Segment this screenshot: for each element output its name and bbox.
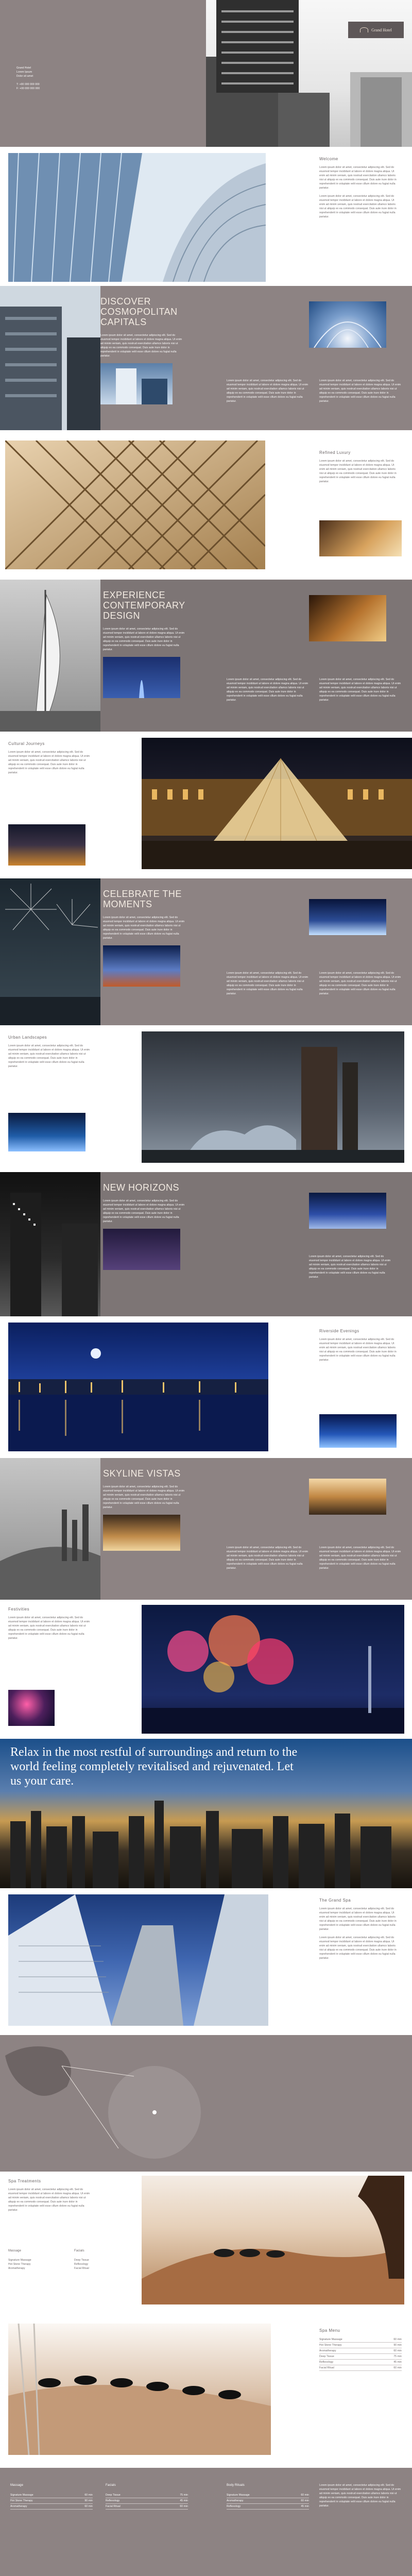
fireworks-photo bbox=[0, 878, 100, 1025]
section7-text bbox=[8, 1036, 91, 1069]
section11-heading: Festivities bbox=[8, 1607, 30, 1612]
section15-heading: Spa Treatments bbox=[8, 2179, 41, 2183]
menu-row: Aromatherapy 60 min bbox=[319, 2348, 402, 2354]
treatment-item: Hot Stone Therapy bbox=[8, 2263, 31, 2266]
detail-row: Signature Massage 60 min bbox=[10, 2493, 93, 2498]
details-col-1 bbox=[10, 2483, 93, 2510]
section2-title: DISCOVER COSMOPOLITAN CAPITALS bbox=[100, 296, 178, 327]
address-line: Dolor sit amet bbox=[16, 75, 33, 78]
section-skyline bbox=[0, 1458, 412, 1600]
detail-row: Hot Stone Therapy 90 min bbox=[10, 2498, 93, 2504]
column-title: Massage bbox=[8, 2249, 22, 2252]
storm-skyscraper-photo bbox=[142, 1031, 404, 1163]
glass-tower-thumbnail bbox=[100, 363, 173, 404]
section10-title: SKYLINE VISTAS bbox=[103, 1468, 181, 1479]
section2-column: Lorem ipsum dolor sit amet, consectetur adipiscing elit. Sed do eiusmod tempor incididunt ut labore et dolore magna aliqua. Ut enim ad minim veniam, quis nostrud exercitation ullamco laboris nisi ut aliquip ex ea commodo consequat. Duis aute irure dolor in reprehenderit in voluptate velit esse cillum dolore eu fugiat nulla pariatur. bbox=[319, 379, 401, 403]
details-col-4: Lorem ipsum dolor sit amet, consectetur adipiscing elit. Sed do eiusmod tempor incididunt ut labore et dolore magna aliqua. Ut enim ad minim veniam, quis nostrud exercitation ullamco laboris nisi ut aliquip ex ea commodo consequat. Duis aute irure dolor in reprehenderit in voluptate velit esse cillum dolore eu fugiat nulla pariatur. bbox=[319, 2484, 401, 2507]
contemporary-text-panel bbox=[103, 590, 185, 698]
section6-column: Lorem ipsum dolor sit amet, consectetur adipiscing elit. Sed do eiusmod tempor incididunt ut labore et dolore magna aliqua. Ut enim ad minim veniam, quis nostrud exercitation ullamco laboris nisi ut aliquip ex ea commodo consequat. Duis aute irure dolor in reprehenderit in voluptate velit esse cillum dolore eu fugiat nulla pariatur. bbox=[227, 972, 308, 995]
glass-facade-photo bbox=[8, 153, 266, 282]
section1-paragraph: Lorem ipsum dolor sit amet, consectetur adipiscing elit. Sed do eiusmod tempor incididunt ut labore et dolore magna aliqua. Ut enim ad minim veniam, quis nostrud exercitation ullamco laboris nisi ut aliquip ex ea commodo consequat. Duis aute irure dolor in reprehenderit in voluptate velit esse cillum dolore eu fugiat nulla pariatur. bbox=[319, 195, 397, 218]
menu-row: Reflexology 45 min bbox=[319, 2360, 402, 2365]
office-tower-photo bbox=[0, 286, 100, 430]
address-line: F: +00 000 000 000 bbox=[16, 87, 40, 90]
intro-band bbox=[0, 0, 412, 147]
section-festivities bbox=[0, 1600, 412, 1739]
column-title: Facials bbox=[74, 2249, 84, 2252]
city-aerial-photo bbox=[0, 1458, 100, 1600]
section1-paragraph: Lorem ipsum dolor sit amet, consectetur adipiscing elit. Sed do eiusmod tempor incididunt ut labore et dolore magna aliqua. Ut enim ad minim veniam, quis nostrud exercitation ullamco laboris nisi ut aliquip ex ea commodo consequat. Duis aute irure dolor in reprehenderit in voluptate velit esse cillum dolore eu fugiat nulla pariatur. bbox=[319, 166, 397, 190]
skyline-text-panel bbox=[103, 1468, 185, 1551]
lounge-interior-photo bbox=[309, 595, 386, 641]
section4-title: EXPERIENCE CONTEMPORARY DESIGN bbox=[103, 590, 185, 621]
address-line: T: +00 000 000 000 bbox=[16, 83, 40, 86]
section10-column: Lorem ipsum dolor sit amet, consectetur adipiscing elit. Sed do eiusmod tempor incididunt ut labore et dolore magna aliqua. Ut enim ad minim veniam, quis nostrud exercitation ullamco laboris nisi ut aliquip ex ea commodo consequat. Duis aute irure dolor in reprehenderit in voluptate velit esse cillum dolore eu fugiat nulla pariatur. bbox=[319, 1546, 401, 1570]
detail-row: Deep Tissue 75 min bbox=[106, 2493, 188, 2498]
section15-text bbox=[8, 2179, 91, 2212]
column-title: Body Rituals bbox=[227, 2484, 245, 2487]
detail-row: Reflexology 45 min bbox=[106, 2498, 188, 2504]
horizons-text-panel bbox=[103, 1182, 185, 1270]
section13-paragraph: Lorem ipsum dolor sit amet, consectetur adipiscing elit. Sed do eiusmod tempor incididunt ut labore et dolore magna aliqua. Ut enim ad minim veniam, quis nostrud exercitation ullamco laboris nisi ut aliquip ex ea commodo consequat. Duis aute irure dolor in reprehenderit in voluptate velit esse cillum dolore eu fugiat nulla pariatur. bbox=[319, 1907, 397, 1931]
detail-row: Facial Ritual 60 min bbox=[106, 2504, 188, 2510]
spa-menu-heading: Spa Menu bbox=[319, 2328, 340, 2333]
atrium-dome-photo bbox=[309, 301, 386, 348]
section2-column: Lorem ipsum dolor sit amet, consectetur adipiscing elit. Sed do eiusmod tempor incididunt ut labore et dolore magna aliqua. Ut enim ad minim veniam, quis nostrud exercitation ullamco laboris nisi ut aliquip ex ea commodo consequat. Duis aute irure dolor in reprehenderit in voluptate velit esse cillum dolore eu fugiat nulla pariatur. bbox=[227, 379, 308, 403]
section9-text bbox=[319, 1329, 397, 1362]
section10-columns bbox=[227, 1546, 402, 1570]
section-celebrate bbox=[0, 878, 412, 1025]
section-urban bbox=[0, 1025, 412, 1172]
column-title: Massage bbox=[10, 2484, 24, 2487]
detail-row: Signature Massage 60 min bbox=[227, 2493, 309, 2498]
section-cosmopolitan bbox=[0, 286, 412, 430]
blue-bridge-photo bbox=[309, 1193, 386, 1229]
section5-heading: Cultural Journeys bbox=[8, 741, 45, 746]
section3-paragraph: Lorem ipsum dolor sit amet, consectetur adipiscing elit. Sed do eiusmod tempor incididunt ut labore et dolore magna aliqua. Ut enim ad minim veniam, quis nostrud exercitation ullamco laboris nisi ut aliquip ex ea commodo consequat. Duis aute irure dolor in reprehenderit in voluptate velit esse cillum dolore eu fugiat nulla pariatur. bbox=[319, 460, 397, 483]
menu-row: Deep Tissue 75 min bbox=[319, 2354, 402, 2360]
detail-row: Aromatherapy 60 min bbox=[10, 2504, 93, 2510]
section-map bbox=[0, 2035, 412, 2172]
section5-paragraph: Lorem ipsum dolor sit amet, consectetur adipiscing elit. Sed do eiusmod tempor incididunt ut labore et dolore magna aliqua. Ut enim ad minim veniam, quis nostrud exercitation ullamco laboris nisi ut aliquip ex ea commodo consequat. Duis aute irure dolor in reprehenderit in voluptate velit esse cillum dolore eu fugiat nulla pariatur. bbox=[8, 751, 90, 774]
section15-paragraph: Lorem ipsum dolor sit amet, consectetur adipiscing elit. Sed do eiusmod tempor incididunt ut labore et dolore magna aliqua. Ut enim ad minim veniam, quis nostrud exercitation ullamco laboris nisi ut aliquip ex ea commodo consequat. Duis aute irure dolor in reprehenderit in voluptate velit esse cillum dolore eu fugiat nulla pariatur. bbox=[8, 2188, 90, 2212]
section7-paragraph: Lorem ipsum dolor sit amet, consectetur adipiscing elit. Sed do eiusmod tempor incididunt ut labore et dolore magna aliqua. Ut enim ad minim veniam, quis nostrud exercitation ullamco laboris nisi ut aliquip ex ea commodo consequat. Duis aute irure dolor in reprehenderit in voluptate velit esse cillum dolore eu fugiat nulla pariatur. bbox=[8, 1044, 90, 1068]
section10-column: Lorem ipsum dolor sit amet, consectetur adipiscing elit. Sed do eiusmod tempor incididunt ut labore et dolore magna aliqua. Ut enim ad minim veniam, quis nostrud exercitation ullamco laboris nisi ut aliquip ex ea commodo consequat. Duis aute irure dolor in reprehenderit in voluptate velit esse cillum dolore eu fugiat nulla pariatur. bbox=[227, 1546, 308, 1570]
harbour-night-thumbnail bbox=[8, 1113, 85, 1151]
section13-text bbox=[319, 1899, 397, 1960]
column-title: Facials bbox=[106, 2484, 116, 2487]
section4-columns bbox=[227, 677, 402, 702]
harbour-lights-thumbnail bbox=[319, 1414, 397, 1448]
treatment-item: Aromatherapy bbox=[8, 2267, 25, 2270]
intro-grey-panel bbox=[0, 0, 206, 147]
section8-paragraph: Lorem ipsum dolor sit amet, consectetur adipiscing elit. Sed do eiusmod tempor incididunt ut labore et dolore magna aliqua. Ut enim ad minim veniam, quis nostrud exercitation ullamco laboris nisi ut aliquip ex ea commodo consequat. Duis aute irure dolor in reprehenderit in voluptate velit esse cillum dolore eu fugiat nulla pariatur. bbox=[103, 1199, 185, 1223]
section-quote bbox=[0, 1739, 412, 1888]
interior-thumbnail-photo bbox=[319, 520, 402, 556]
skyscraper-upview-photo bbox=[8, 1894, 268, 2026]
logo-icon bbox=[360, 27, 368, 32]
section3-heading: Refined Luxury bbox=[319, 450, 351, 455]
night-skyline-photo bbox=[0, 1172, 100, 1316]
sunset-city-thumbnail bbox=[103, 1515, 180, 1551]
section11-paragraph: Lorem ipsum dolor sit amet, consectetur adipiscing elit. Sed do eiusmod tempor incididunt ut labore et dolore magna aliqua. Ut enim ad minim veniam, quis nostrud exercitation ullamco laboris nisi ut aliquip ex ea commodo consequat. Duis aute irure dolor in reprehenderit in voluptate velit esse cillum dolore eu fugiat nulla pariatur. bbox=[8, 1616, 90, 1640]
section-lattice bbox=[0, 430, 412, 580]
section8-text: Lorem ipsum dolor sit amet, consectetur adipiscing elit. Sed do eiusmod tempor incididunt ut labore et dolore magna aliqua. Ut enim ad minim veniam, quis nostrud exercitation ullamco laboris nisi ut aliquip ex ea commodo consequat. Duis aute irure dolor in reprehenderit in voluptate velit esse cillum dolore eu fugiat nulla pariatur. bbox=[309, 1255, 391, 1279]
section11-text bbox=[8, 1607, 91, 1640]
fireworks-harbour-photo bbox=[142, 1605, 404, 1734]
detail-row: Aromatherapy 60 min bbox=[227, 2498, 309, 2504]
section-horizons bbox=[0, 1172, 412, 1316]
cosmopolitan-text-panel bbox=[100, 296, 183, 404]
celebrate-text-panel bbox=[103, 889, 185, 987]
bridge-night-photo bbox=[309, 899, 386, 935]
section7-heading: Urban Landscapes bbox=[8, 1035, 47, 1040]
address-block bbox=[16, 66, 40, 91]
section9-heading: Riverside Evenings bbox=[319, 1329, 359, 1333]
section-cultural bbox=[0, 732, 412, 878]
section13-paragraph: Lorem ipsum dolor sit amet, consectetur adipiscing elit. Sed do eiusmod tempor incididunt ut labore et dolore magna aliqua. Ut enim ad minim veniam, quis nostrud exercitation ullamco laboris nisi ut aliquip ex ea commodo consequat. Duis aute irure dolor in reprehenderit in voluptate velit esse cillum dolore eu fugiat nulla pariatur. bbox=[319, 1936, 397, 1960]
address-line: Grand Hotel bbox=[16, 66, 31, 70]
riverside-night-photo bbox=[8, 1323, 268, 1451]
menu-row: Facial Ritual 60 min bbox=[319, 2365, 402, 2371]
section2-columns bbox=[227, 379, 402, 403]
night-bridge-thumbnail bbox=[8, 824, 85, 866]
section3-text bbox=[319, 451, 397, 484]
section1-text bbox=[319, 157, 397, 219]
section5-text bbox=[8, 742, 91, 775]
section4-paragraph: Lorem ipsum dolor sit amet, consectetur adipiscing elit. Sed do eiusmod tempor incididunt ut labore et dolore magna aliqua. Ut enim ad minim veniam, quis nostrud exercitation ullamco laboris nisi ut aliquip ex ea commodo consequat. Duis aute irure dolor in reprehenderit in voluptate velit esse cillum dolore eu fugiat nulla pariatur. bbox=[103, 628, 185, 651]
harbour-sunset-photo bbox=[309, 1479, 386, 1515]
details-col-2 bbox=[106, 2483, 188, 2510]
section-riverside bbox=[0, 1316, 412, 1458]
brand-name: Grand Hotel bbox=[371, 27, 392, 32]
details-col-3 bbox=[227, 2483, 309, 2510]
purple-city-thumbnail bbox=[103, 1229, 180, 1270]
spa-quote: Relax in the most restful of surroundings and return to the world feeling completely revitalised and rejuvenated. Let us your care. bbox=[10, 1745, 298, 1788]
location-map bbox=[0, 2035, 412, 2172]
sail-tower-photo bbox=[0, 580, 100, 732]
massage-back-photo bbox=[142, 2176, 404, 2304]
section-spa-treatments bbox=[0, 2172, 412, 2318]
city-night-thumbnail bbox=[103, 945, 180, 987]
treatment-item: Signature Massage bbox=[8, 2259, 31, 2262]
treatment-item: Facial Ritual bbox=[74, 2267, 89, 2270]
section4-column: Lorem ipsum dolor sit amet, consectetur adipiscing elit. Sed do eiusmod tempor incididunt ut labore et dolore magna aliqua. Ut enim ad minim veniam, quis nostrud exercitation ullamco laboris nisi ut aliquip ex ea commodo consequat. Duis aute irure dolor in reprehenderit in voluptate velit esse cillum dolore eu fugiat nulla pariatur. bbox=[227, 678, 308, 702]
menu-row: Hot Stone Therapy 90 min bbox=[319, 2343, 402, 2348]
section6-title: CELEBRATE THE MOMENTS bbox=[103, 889, 182, 909]
section6-columns bbox=[227, 971, 402, 996]
detail-row: Reflexology 45 min bbox=[227, 2504, 309, 2510]
spa-menu-list bbox=[319, 2329, 402, 2371]
section-grand-spa bbox=[0, 1888, 412, 2035]
section1-heading: Welcome bbox=[319, 157, 338, 161]
hot-stones-photo bbox=[8, 2324, 271, 2455]
section10-paragraph: Lorem ipsum dolor sit amet, consectetur adipiscing elit. Sed do eiusmod tempor incididunt ut labore et dolore magna aliqua. Ut enim ad minim veniam, quis nostrud exercitation ullamco laboris nisi ut aliquip ex ea commodo consequat. Duis aute irure dolor in reprehenderit in voluptate velit esse cillum dolore eu fugiat nulla pariatur. bbox=[103, 1485, 185, 1509]
treatment-item: Deep Tissue bbox=[74, 2259, 89, 2262]
section2-paragraph: Lorem ipsum dolor sit amet, consectetur adipiscing elit. Sed do eiusmod tempor incididunt ut labore et dolore magna aliqua. Ut enim ad minim veniam, quis nostrud exercitation ullamco laboris nisi ut aliquip ex ea commodo consequat. Duis aute irure dolor in reprehenderit in voluptate velit esse cillum dolore eu fugiat nulla pariatur. bbox=[100, 334, 182, 358]
address-line: Lorem Ipsum bbox=[16, 71, 32, 74]
lattice-facade-photo bbox=[5, 440, 265, 569]
section13-heading: The Grand Spa bbox=[319, 1898, 351, 1903]
section8-title: NEW HORIZONS bbox=[103, 1182, 179, 1193]
fireworks-thumbnail bbox=[8, 1690, 55, 1726]
spa-columns bbox=[8, 2249, 132, 2270]
section9-paragraph: Lorem ipsum dolor sit amet, consectetur adipiscing elit. Sed do eiusmod tempor incididunt ut labore et dolore magna aliqua. Ut enim ad minim veniam, quis nostrud exercitation ullamco laboris nisi ut aliquip ex ea commodo consequat. Duis aute irure dolor in reprehenderit in voluptate velit esse cillum dolore eu fugiat nulla pariatur. bbox=[319, 1338, 397, 1362]
section6-column: Lorem ipsum dolor sit amet, consectetur adipiscing elit. Sed do eiusmod tempor incididunt ut labore et dolore magna aliqua. Ut enim ad minim veniam, quis nostrud exercitation ullamco laboris nisi ut aliquip ex ea commodo consequat. Duis aute irure dolor in reprehenderit in voluptate velit esse cillum dolore eu fugiat nulla pariatur. bbox=[319, 972, 401, 995]
section6-paragraph: Lorem ipsum dolor sit amet, consectetur adipiscing elit. Sed do eiusmod tempor incididunt ut labore et dolore magna aliqua. Ut enim ad minim veniam, quis nostrud exercitation ullamco laboris nisi ut aliquip ex ea commodo consequat. Duis aute irure dolor in reprehenderit in voluptate velit esse cillum dolore eu fugiat nulla pariatur. bbox=[103, 916, 185, 940]
hotel-logo bbox=[348, 22, 404, 38]
section-hot-stones bbox=[0, 2318, 412, 2468]
section-contemporary bbox=[0, 580, 412, 732]
glass-pyramid-photo bbox=[142, 738, 412, 869]
section4-column: Lorem ipsum dolor sit amet, consectetur adipiscing elit. Sed do eiusmod tempor incididunt ut labore et dolore magna aliqua. Ut enim ad minim veniam, quis nostrud exercitation ullamco laboris nisi ut aliquip ex ea commodo consequat. Duis aute irure dolor in reprehenderit in voluptate velit esse cillum dolore eu fugiat nulla pariatur. bbox=[319, 678, 401, 702]
hero-building-photo bbox=[206, 0, 412, 147]
menu-row: Signature Massage 60 min bbox=[319, 2337, 402, 2343]
section-spa-details bbox=[0, 2468, 412, 2576]
treatment-item: Reflexology bbox=[74, 2263, 89, 2266]
blue-tower-thumbnail bbox=[103, 657, 180, 698]
section-glass-facade bbox=[0, 147, 412, 286]
